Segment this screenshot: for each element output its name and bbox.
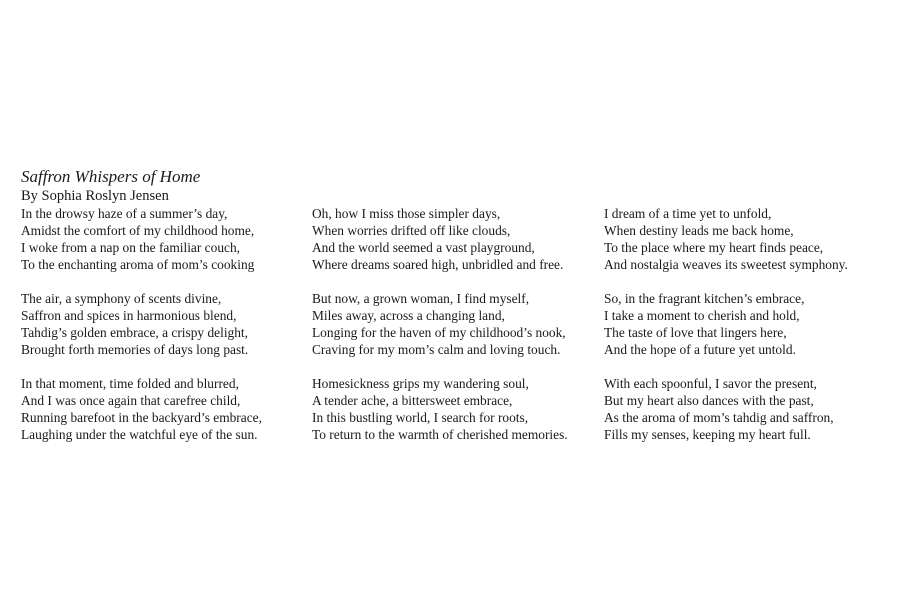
poem-column-2: [312, 205, 602, 460]
poem-line: Homesickness grips my wandering soul,: [312, 376, 529, 391]
poem-line: The air, a symphony of scents divine,: [21, 291, 222, 306]
poem-column-3: [604, 205, 894, 460]
poem-line: Longing for the haven of my childhood’s nook,: [312, 325, 566, 340]
poem-line: In this bustling world, I search for roots,: [312, 410, 529, 425]
poem-line: With each spoonful, I savor the present,: [604, 376, 817, 391]
poem-line: Tahdig’s golden embrace, a crispy delight,: [21, 325, 249, 340]
poem-line: Where dreams soared high, unbridled and free.: [312, 257, 564, 272]
poem-line: To the place where my heart finds peace,: [604, 240, 824, 255]
poem-line: I take a moment to cherish and hold,: [604, 308, 800, 323]
poem-line: I woke from a nap on the familiar couch,: [21, 240, 241, 255]
poem-line: But my heart also dances with the past,: [604, 393, 814, 408]
poem-line: And the hope of a future yet untold.: [604, 342, 796, 357]
poem-line: So, in the fragrant kitchen’s embrace,: [604, 291, 805, 306]
poem-line: Brought forth memories of days long past.: [21, 342, 249, 357]
poem-line: In the drowsy haze of a summer’s day,: [21, 206, 228, 221]
stanza: [21, 205, 311, 273]
stanza: [604, 375, 894, 443]
poem-column-1: [21, 205, 311, 460]
poem-title: Saffron Whispers of Home: [21, 167, 201, 186]
poem-line: And nostalgia weaves its sweetest symphony.: [604, 257, 848, 272]
poem-line: In that moment, time folded and blurred,: [21, 376, 239, 391]
poem-line: When worries drifted off like clouds,: [312, 223, 511, 238]
stanza: [312, 290, 602, 358]
poem-line: When destiny leads me back home,: [604, 223, 794, 238]
poem-line: And I was once again that carefree child,: [21, 393, 241, 408]
poem-line: I dream of a time yet to unfold,: [604, 206, 772, 221]
poem-line: And the world seemed a vast playground,: [312, 240, 535, 255]
stanza: [312, 375, 602, 443]
poem-line: As the aroma of mom’s tahdig and saffron,: [604, 410, 834, 425]
poem-line: Laughing under the watchful eye of the sun.: [21, 427, 258, 442]
poem-line: Saffron and spices in harmonious blend,: [21, 308, 237, 323]
poem-line: To return to the warmth of cherished memories.: [312, 427, 568, 442]
stanza: [604, 205, 894, 273]
poem-line: Oh, how I miss those simpler days,: [312, 206, 501, 221]
poem-author: By Sophia Roslyn Jensen: [21, 188, 169, 204]
poem-line: Craving for my mom’s calm and loving touch.: [312, 342, 561, 357]
stanza: [312, 205, 602, 273]
stanza: [21, 375, 311, 443]
poem-line: Fills my senses, keeping my heart full.: [604, 427, 811, 442]
poem-line: Running barefoot in the backyard’s embrace,: [21, 410, 262, 425]
poem-line: The taste of love that lingers here,: [604, 325, 787, 340]
stanza: [604, 290, 894, 358]
poem-line: Miles away, across a changing land,: [312, 308, 505, 323]
poem-line: But now, a grown woman, I find myself,: [312, 291, 530, 306]
poem-line: To the enchanting aroma of mom’s cooking: [21, 257, 255, 272]
stanza: [21, 290, 311, 358]
poem-line: A tender ache, a bittersweet embrace,: [312, 393, 513, 408]
poem-line: Amidst the comfort of my childhood home,: [21, 223, 255, 238]
